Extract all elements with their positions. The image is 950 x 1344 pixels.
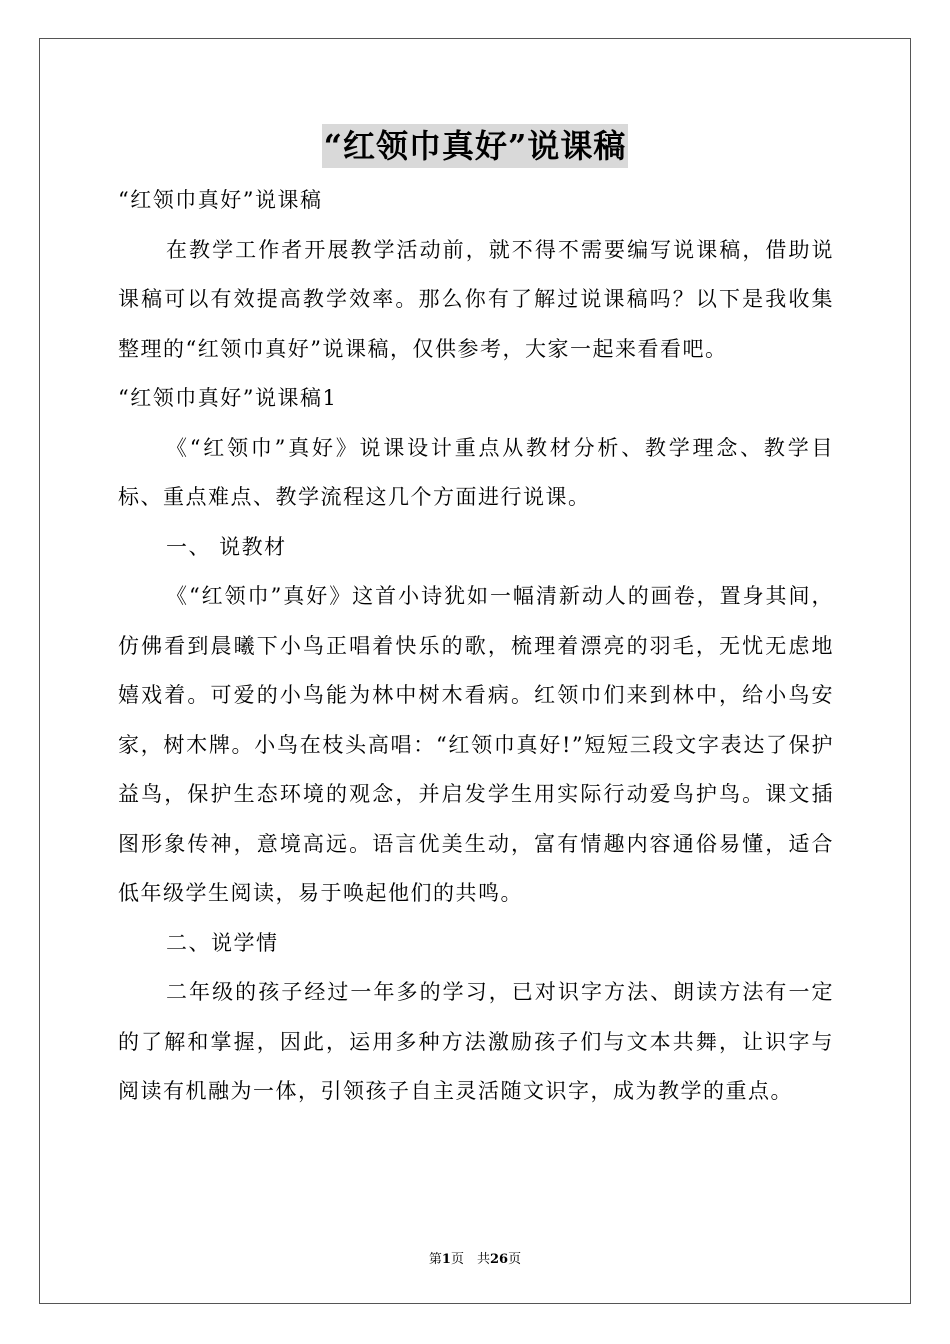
footer-suffix: 页 xyxy=(508,1252,522,1267)
textbook-paragraph: 《“红领巾”真好》这首小诗犹如一幅清新动人的画卷，置身其间，仿佛看到晨曦下小鸟正唱着快乐的歌，梳理着漂亮的羽毛，无忧无虑地嬉戏着。可爱的小鸟能为林中树木看病。红领巾们来到林中，给小鸟安家，树木牌。小鸟在枝头高唱：“红领巾真好!”短短三段文字表达了保护益鸟，保护生态环境的观念，并启发学生用实际行动爱鸟护鸟。课文插图形象传神，意境高远。语言优美生动，富有情趣内容通俗易懂，适合低年级学生阅读，易于唤起他们的共鸣。 xyxy=(118,584,834,905)
section-heading: “红领巾真好”说课稿1 xyxy=(118,386,338,410)
footer-total-pages: 26 xyxy=(489,1252,509,1267)
footer-current-page: 1 xyxy=(441,1252,451,1267)
students-paragraph: 二年级的孩子经过一年多的学习，已对识字方法、朗读方法有一定的了解和掌握，因此，运用多种方法激励孩子们与文本共舞，让识字与阅读有机融为一体，引领孩子自主灵活随文识字，成为教学的重点。 xyxy=(118,980,834,1103)
subheading-students: 二、说学情 xyxy=(166,930,279,955)
subheading-textbook: 一、 说教材 xyxy=(166,534,287,559)
title-container xyxy=(0,124,950,168)
intro-paragraph: 在教学工作者开展教学活动前，就不得不需要编写说课稿，借助说课稿可以有效提高教学效率。那么你有了解过说课稿吗？以下是我收集整理的“红领巾真好”说课稿，仅供参考，大家一起来看看吧。 xyxy=(118,237,834,361)
overview-paragraph: 《“红领巾”真好》说课设计重点从教材分析、教学理念、教学目标、重点难点、教学流程这几个方面进行说课。 xyxy=(118,435,834,509)
footer-middle: 页 共 xyxy=(450,1252,490,1267)
document-body xyxy=(118,176,834,1117)
subtitle-paragraph: “红领巾真好”说课稿 xyxy=(118,188,323,212)
footer-prefix: 第 xyxy=(428,1252,442,1267)
document-title: “红领巾真好”说课稿 xyxy=(322,124,629,168)
page-footer xyxy=(0,1248,950,1267)
